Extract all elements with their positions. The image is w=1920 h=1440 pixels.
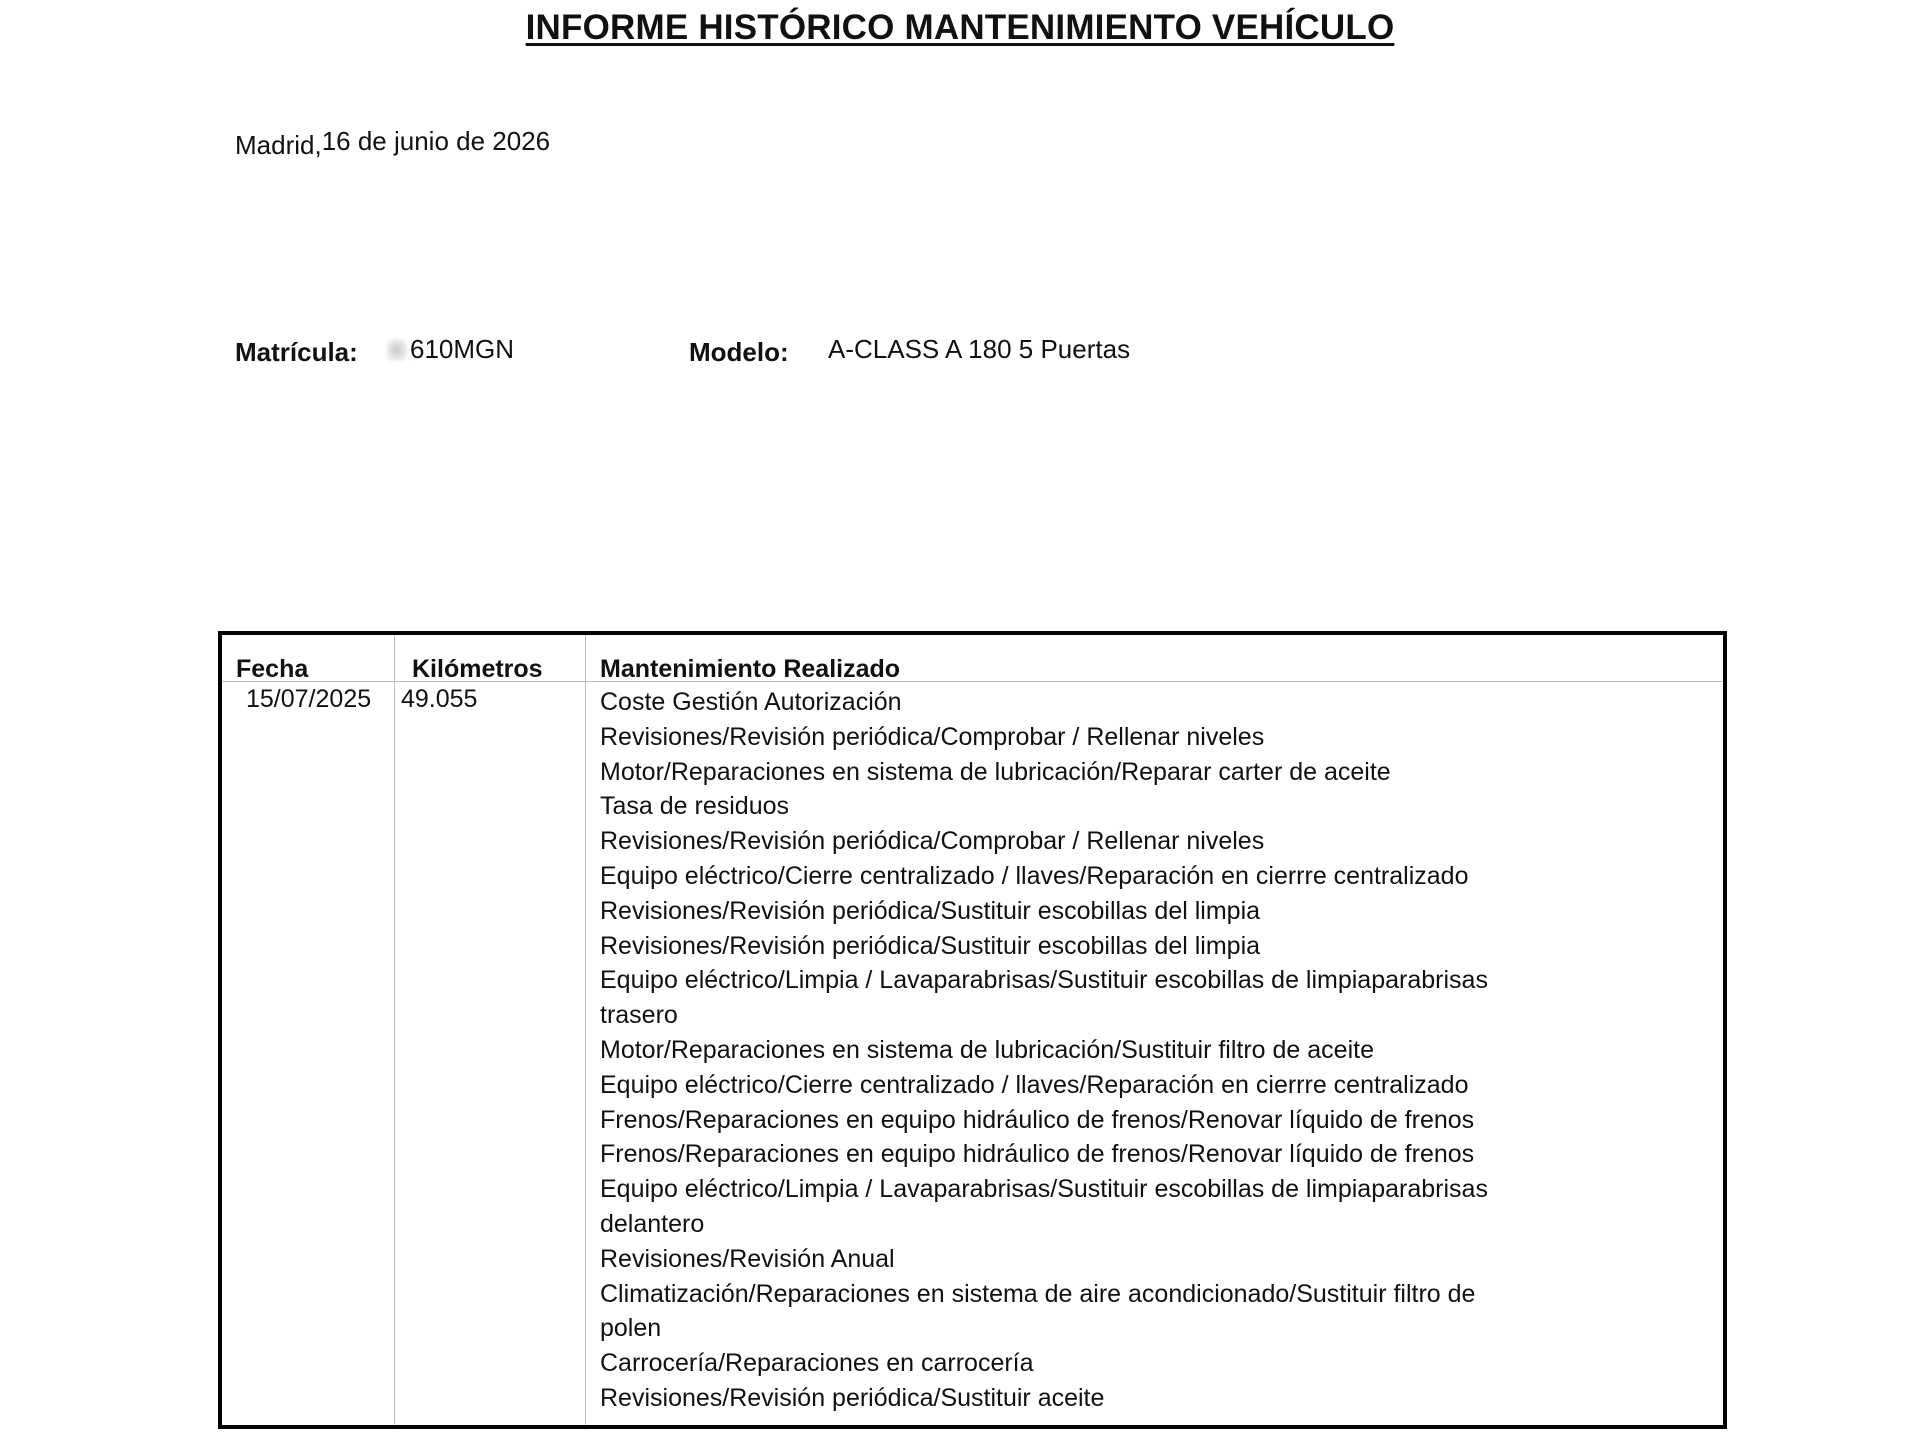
maintenance-item: Equipo eléctrico/Cierre centralizado / llaves/Reparación en cierrre centralizado xyxy=(600,1070,1469,1099)
maintenance-item: delantero xyxy=(600,1209,705,1238)
redacted-plate-prefix xyxy=(387,339,407,361)
maintenance-table xyxy=(218,631,1727,1429)
row-date: 15/07/2025 xyxy=(246,685,372,713)
row-km: 49.055 xyxy=(401,685,478,713)
plate-label: Matrícula: xyxy=(235,337,358,367)
plate-value: 610MGN xyxy=(410,334,515,364)
column-divider-date-km xyxy=(394,635,395,1425)
maintenance-item: Revisiones/Revisión periódica/Sustituir aceite xyxy=(600,1383,1105,1412)
maintenance-item: Frenos/Reparaciones en equipo hidráulico de frenos/Renovar líquido de frenos xyxy=(600,1140,1475,1169)
maintenance-item: Carrocería/Reparaciones en carrocería xyxy=(600,1349,1034,1378)
maintenance-item: Equipo eléctrico/Limpia / Lavaparabrisas/Sustituir escobillas de limpiaparabrisas xyxy=(600,1175,1488,1204)
maintenance-item: Frenos/Reparaciones en equipo hidráulico de frenos/Renovar líquido de frenos xyxy=(600,1105,1475,1134)
column-divider-km-maintenance xyxy=(585,635,586,1425)
maintenance-item: Equipo eléctrico/Cierre centralizado / llaves/Reparación en cierrre centralizado xyxy=(600,861,1469,890)
maintenance-item: Motor/Reparaciones en sistema de lubricación/Reparar carter de aceite xyxy=(600,757,1391,786)
report-city: Madrid, xyxy=(235,130,322,160)
maintenance-item: polen xyxy=(600,1314,662,1343)
maintenance-item: Revisiones/Revisión Anual xyxy=(600,1244,895,1273)
maintenance-item: Revisiones/Revisión periódica/Sustituir escobillas del limpia xyxy=(600,931,1261,960)
maintenance-item: Tasa de residuos xyxy=(600,792,790,821)
maintenance-item: Equipo eléctrico/Limpia / Lavaparabrisas/Sustituir escobillas de limpiaparabrisas xyxy=(600,966,1488,995)
plate-value-wrapper xyxy=(387,334,514,365)
maintenance-item: Coste Gestión Autorización xyxy=(600,688,902,716)
header-date: Fecha xyxy=(236,655,309,683)
model-value: A-CLASS A 180 5 Puertas xyxy=(828,334,1131,364)
header-km: Kilómetros xyxy=(412,655,543,683)
maintenance-item: Motor/Reparaciones en sistema de lubricación/Sustituir filtro de aceite xyxy=(600,1035,1374,1064)
maintenance-item: Revisiones/Revisión periódica/Sustituir escobillas del limpia xyxy=(600,896,1261,925)
maintenance-item: Revisiones/Revisión periódica/Comprobar / Rellenar niveles xyxy=(600,827,1265,856)
report-title: INFORME HISTÓRICO MANTENIMIENTO VEHÍCULO xyxy=(525,8,1395,47)
maintenance-items-list xyxy=(600,685,1560,1416)
maintenance-item: Revisiones/Revisión periódica/Comprobar / Rellenar niveles xyxy=(600,722,1265,751)
header-maintenance: Mantenimiento Realizado xyxy=(600,655,901,683)
maintenance-item: trasero xyxy=(600,1001,678,1030)
report-date-line xyxy=(235,126,551,160)
maintenance-item: Climatización/Reparaciones en sistema de aire acondicionado/Sustituir filtro de xyxy=(600,1279,1476,1308)
report-date: 16 de junio de 2026 xyxy=(321,126,551,156)
model-label: Modelo: xyxy=(689,337,789,367)
